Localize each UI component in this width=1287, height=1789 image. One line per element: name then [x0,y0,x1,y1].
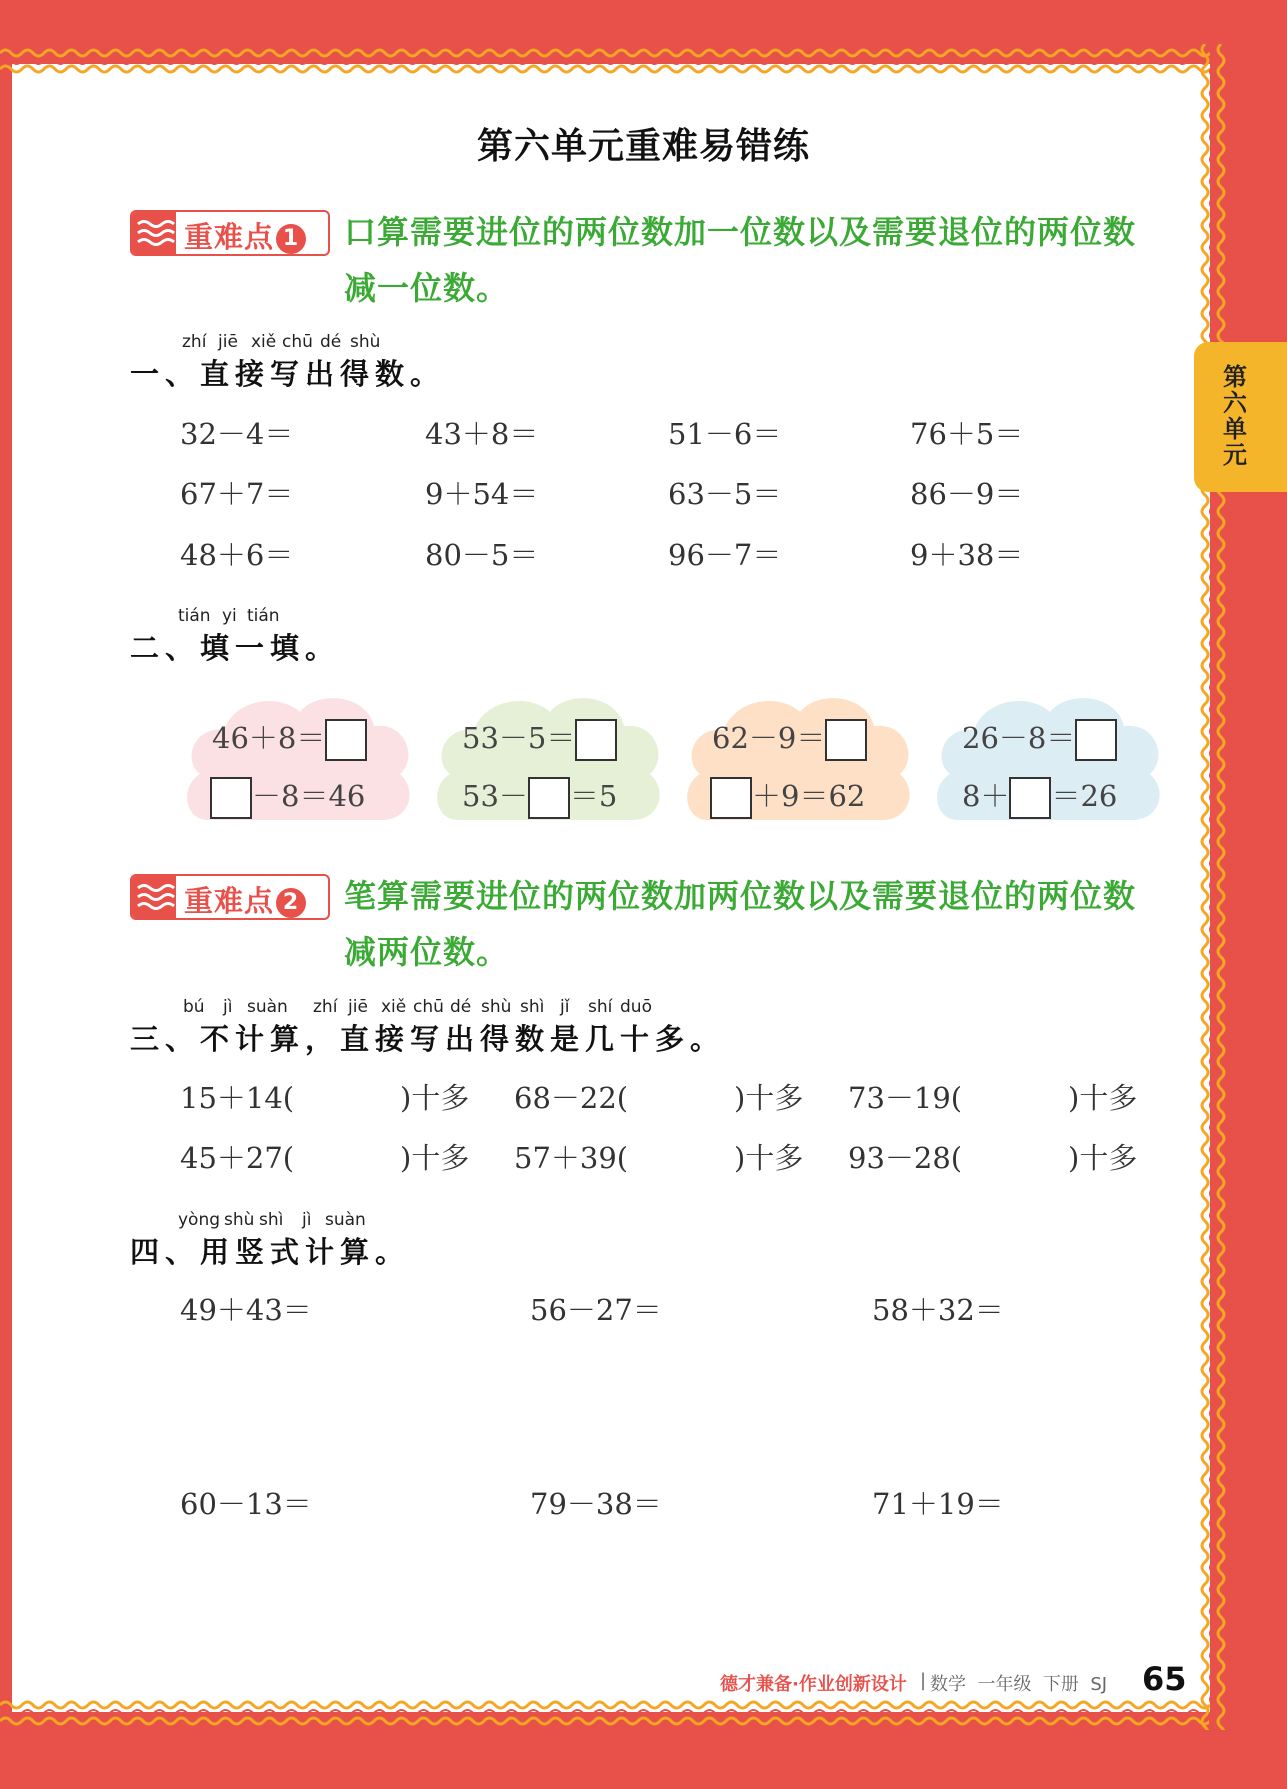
pinyin: tián [247,606,280,626]
equation: 32－4＝ [180,417,294,451]
equation: 43＋8＝ [425,417,539,451]
pinyin: yi [222,606,237,626]
answer-box[interactable] [710,777,752,819]
pinyin: shù [481,997,512,1017]
focus-badge-1 [130,210,330,256]
pinyin: shù [350,332,381,352]
vertical-calc-question: 79－38＝ [530,1487,662,1521]
answer-box[interactable] [1009,777,1051,819]
top-wave-border [0,44,1210,78]
pinyin: bú [183,997,205,1017]
pinyin: shì [520,997,545,1017]
pinyin: dé [450,997,472,1017]
section-3-heading: 三、不计算，直接写出得数是几十多。 [130,1022,726,1056]
unit-side-tab [1194,342,1287,492]
estimate-question: 45＋27( [180,1141,295,1175]
cloud-equation: 53－5＝ [462,721,576,755]
cloud-equation: ＝26 [1051,779,1118,813]
focus-1-text [344,204,1174,316]
equation: 96－7＝ [668,538,782,572]
section-4-heading: 四、用竖式计算。 [130,1235,411,1269]
right-wave-border [1196,44,1230,1730]
pinyin: jiē [348,997,368,1017]
cloud-card-3 [678,682,918,832]
vertical-calc-question: 49＋43＝ [180,1293,312,1327]
cloud-card-4 [928,682,1168,832]
focus-1-line-1: 口算需要进位的两位数加一位数以及需要退位的两位数 [344,213,1137,251]
equation: 67＋7＝ [180,477,294,511]
pinyin: duō [620,997,652,1017]
answer-box[interactable] [575,719,617,761]
estimate-suffix: )十多 [400,1081,470,1115]
pinyin: tián [178,606,211,626]
focus-1-line-2: 减一位数。 [344,269,510,307]
estimate-suffix: )十多 [734,1141,804,1175]
estimate-question: 68－22( [514,1081,629,1115]
pinyin: chū [413,997,444,1017]
vertical-calc-question: 58＋32＝ [872,1293,1004,1327]
answer-box[interactable] [325,719,367,761]
bottom-wave-border [0,1696,1210,1730]
cloud-equation: ＝5 [569,779,618,813]
answer-box[interactable] [210,777,252,819]
answer-box[interactable] [825,719,867,761]
focus-number-1: 1 [276,224,306,254]
pinyin: jì [302,1210,312,1230]
vertical-calc-question: 60－13＝ [180,1487,312,1521]
equation: 51－6＝ [668,417,782,451]
focus-badge-label: 重难点 [184,220,275,254]
estimate-question: 93－28( [848,1141,963,1175]
equation: 86－9＝ [910,477,1024,511]
equation: 9＋38＝ [910,538,1024,572]
pinyin: jǐ [560,997,570,1017]
answer-box[interactable] [528,777,570,819]
pinyin: suàn [247,997,288,1017]
vertical-calc-question: 56－27＝ [530,1293,662,1327]
cloud-card-2 [428,682,668,832]
wave-lines-icon [132,876,176,918]
footer-brand: 德才兼备·作业创新设计 [720,1674,907,1695]
focus-badge-2 [130,874,330,920]
wave-lines-icon [132,212,176,254]
pinyin: dé [320,332,342,352]
pinyin: zhí [182,332,207,352]
focus-2-text [344,868,1174,980]
focus-2-line-2: 减两位数。 [344,933,510,971]
pinyin: zhí [313,997,338,1017]
pinyin: jiē [218,332,238,352]
unit-side-tab-label: 第六单元 [1223,363,1247,469]
section-1-heading: 一、直接写出得数。 [130,357,446,391]
vertical-calc-question: 71＋19＝ [872,1487,1004,1521]
footer-info: 数学 一年级 下册 SJ [930,1674,1108,1695]
cloud-card-1 [178,682,418,832]
estimate-suffix: )十多 [400,1141,470,1175]
pinyin: xiě [381,997,407,1017]
pinyin: xiě [251,332,277,352]
estimate-suffix: )十多 [1068,1081,1138,1115]
answer-box[interactable] [1075,719,1117,761]
pinyin: shí [588,997,613,1017]
cloud-equation: 46＋8＝ [212,721,326,755]
focus-number-2: 2 [276,888,306,918]
estimate-question: 15＋14( [180,1081,295,1115]
cloud-equation: ＋9＝62 [752,779,866,813]
cloud-equation: 26－8＝ [962,721,1076,755]
pinyin: shì [259,1210,284,1230]
estimate-question: 73－19( [848,1081,963,1115]
cloud-equation: 8＋ [962,779,1010,813]
estimate-suffix: )十多 [734,1081,804,1115]
equation: 48＋6＝ [180,538,294,572]
estimate-question: 57＋39( [514,1141,629,1175]
cloud-equation: 53－ [462,779,528,813]
equation: 63－5＝ [668,477,782,511]
equation: 9＋54＝ [425,477,539,511]
footer-separator: | [920,1670,927,1691]
focus-badge-label: 重难点 [184,884,275,918]
cloud-equation: 62－9＝ [712,721,826,755]
page-number: 65 [1142,1660,1187,1698]
estimate-suffix: )十多 [1068,1141,1138,1175]
focus-2-line-1: 笔算需要进位的两位数加两位数以及需要退位的两位数 [344,877,1137,915]
pinyin: shù [224,1210,255,1230]
cloud-equation: －8＝46 [252,779,366,813]
pinyin: yòng [178,1210,221,1230]
pinyin: chū [282,332,313,352]
pinyin: jì [223,997,233,1017]
section-2-heading: 二、填一填。 [130,631,341,665]
equation: 76＋5＝ [910,417,1024,451]
page-title: 第六单元重难易错练 [476,126,810,167]
equation: 80－5＝ [425,538,539,572]
pinyin: suàn [325,1210,366,1230]
